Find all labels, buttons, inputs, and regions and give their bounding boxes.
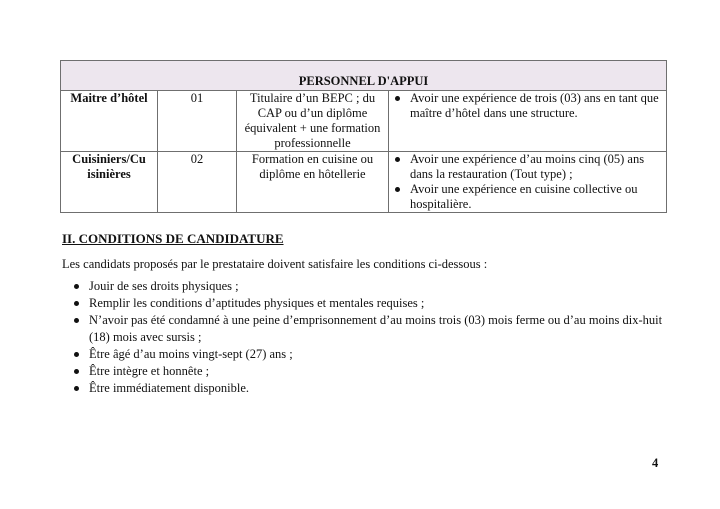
staff-requirements-table bbox=[60, 60, 667, 213]
role-cell: Maitre d’hôtel bbox=[61, 91, 158, 152]
condition-item: Jouir de ses droits physiques ; bbox=[62, 278, 672, 295]
condition-item: Être intègre et honnête ; bbox=[62, 363, 672, 380]
section-title: II. CONDITIONS DE CANDIDATURE bbox=[62, 231, 284, 246]
experience-cell bbox=[389, 152, 667, 213]
condition-item: Remplir les conditions d’aptitudes physiques et mentales requises ; bbox=[62, 295, 672, 312]
experience-list bbox=[392, 152, 663, 212]
experience-cell bbox=[389, 91, 667, 152]
page-number: 4 bbox=[652, 456, 659, 470]
table-row bbox=[61, 152, 667, 213]
experience-item: Avoir une expérience de trois (03) ans en tant que maître d’hôtel dans une structure. bbox=[392, 91, 663, 121]
table-header-cell: PERSONNEL D'APPUI bbox=[61, 61, 667, 91]
experience-list bbox=[392, 91, 663, 121]
qualification-cell: Formation en cuisine ou diplôme en hôtellerie bbox=[237, 152, 389, 213]
count-cell: 01 bbox=[158, 91, 237, 152]
table-row bbox=[61, 91, 667, 152]
role-cell: Cuisiniers/Cu isinières bbox=[61, 152, 158, 213]
conditions-list bbox=[62, 278, 672, 397]
condition-item: Être immédiatement disponible. bbox=[62, 380, 672, 397]
qualification-cell: Titulaire d’un BEPC ; du CAP ou d’un diplôme équivalent + une formation professionnelle bbox=[237, 91, 389, 152]
table-header-row bbox=[61, 61, 667, 91]
count-cell: 02 bbox=[158, 152, 237, 213]
experience-item: Avoir une expérience d’au moins cinq (05) ans dans la restauration (Tout type) ; bbox=[392, 152, 663, 182]
section-intro: Les candidats proposés par le prestataire doivent satisfaire les conditions ci-dessous : bbox=[62, 257, 488, 271]
condition-item: Être âgé d’au moins vingt-sept (27) ans ; bbox=[62, 346, 672, 363]
condition-item: N’avoir pas été condamné à une peine d’emprisonnement d’au moins trois (03) mois ferme ou d’au moins dix-huit (18) mois avec sursis ; bbox=[62, 312, 672, 346]
experience-item: Avoir une expérience en cuisine collective ou hospitalière. bbox=[392, 182, 663, 212]
